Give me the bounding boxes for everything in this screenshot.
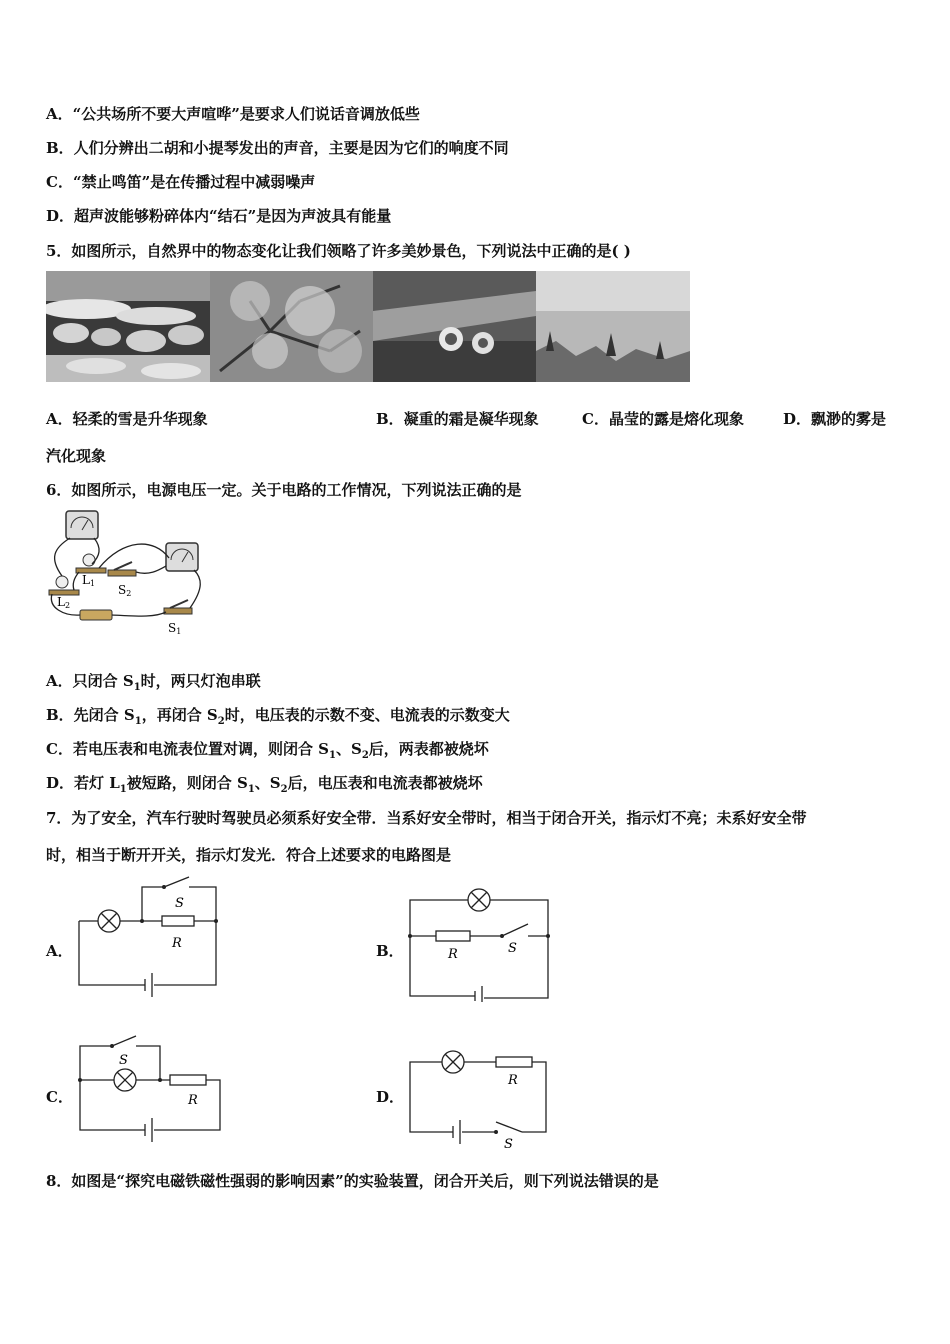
q6-option-c: C．若电压表和电流表位置对调，则闭合 $S_1$、$S_2$后，两表都被烧坏 [46,740,489,761]
q7-circuit-b [404,880,556,1002]
q4-option-d: D．超声波能够粉碎体内“结石”是因为声波具有能量 [46,207,392,225]
q8-stem: 8．如图是“探究电磁铁磁性强弱的影响因素”的实验装置，闭合开关后，则下列说法错误的是 [46,1172,659,1190]
q7-label-a: A． [46,942,73,960]
switch-s1-icon [164,608,192,614]
q7-circuit-a [74,873,226,1001]
q7-label-c: C． [46,1088,73,1106]
q7-circuit-d [404,1046,556,1152]
q4-option-a: A．“公共场所不要大声喧哗”是要求人们说话音调放低些 [46,105,420,123]
q5-option-d: D．飘渺的雾是 [783,410,887,428]
label-l2: L2 [57,595,71,610]
bulb-l1-icon [83,554,95,566]
svg-text:S: S [508,941,517,956]
q5-option-b: B．凝重的霜是凝华现象 [376,410,539,428]
svg-text:R: R [188,1093,198,1108]
q6-circuit-figure [44,508,210,640]
photo-frost [210,271,373,382]
q5-option-c: C．晶莹的露是熔化现象 [582,410,744,428]
svg-text:R: R [508,1073,518,1088]
label-s1: S1 [168,621,182,636]
battery-icon [80,610,112,620]
photo-snow [46,271,210,382]
voltmeter-icon [66,511,98,539]
q4-option-b: B．人们分辨出二胡和小提琴发出的声音，主要是因为它们的响度不同 [46,139,509,157]
q7-label-d: D． [376,1088,405,1106]
svg-text:R: R [172,936,182,951]
q5-option-a: A．轻柔的雪是升华现象 [46,410,208,428]
ammeter-icon [166,543,198,571]
q6-option-a: A．只闭合 $S_1$时，两只灯泡串联 [46,672,261,693]
svg-text:R: R [448,947,458,962]
svg-text:S: S [504,1137,513,1152]
photo-fog [536,271,690,382]
label-l1: L1 [82,573,96,588]
q7-stem-line2: 时，相当于断开开关，指示灯发光．符合上述要求的电路图是 [46,846,452,864]
q4-option-c: C．“禁止鸣笛”是在传播过程中减弱噪声 [46,173,316,191]
switch-s2-icon [108,570,136,576]
q6-option-b: B．先闭合 $S_1$，再闭合 $S_2$时，电压表的示数不变、电流表的示数变大 [46,706,510,727]
q6-stem: 6．如图所示，电源电压一定。关于电路的工作情况，下列说法正确的是 [46,481,522,499]
svg-text:S: S [119,1053,128,1068]
svg-text:S: S [175,896,184,911]
q7-label-b: B． [376,942,404,960]
q5-option-d-continued: 汽化现象 [46,447,107,465]
q7-stem-line1: 7．为了安全，汽车行驶时驾驶员必须系好安全带．当系好安全带时，相当于闭合开关，指示灯不亮；未系好安全带 [46,809,807,827]
bulb-l2-icon [56,576,68,588]
label-s2: S2 [118,583,132,598]
q6-option-d: D．若灯 $L_1$被短路，则闭合 $S_1$、$S_2$后，电压表和电流表都被烧坏 [46,774,483,795]
q5-stem: 5．如图所示，自然界中的物态变化让我们领略了许多美妙景色，下列说法中正确的是( ) [46,242,631,260]
photo-dew [373,271,536,382]
q7-circuit-c [74,1030,226,1148]
